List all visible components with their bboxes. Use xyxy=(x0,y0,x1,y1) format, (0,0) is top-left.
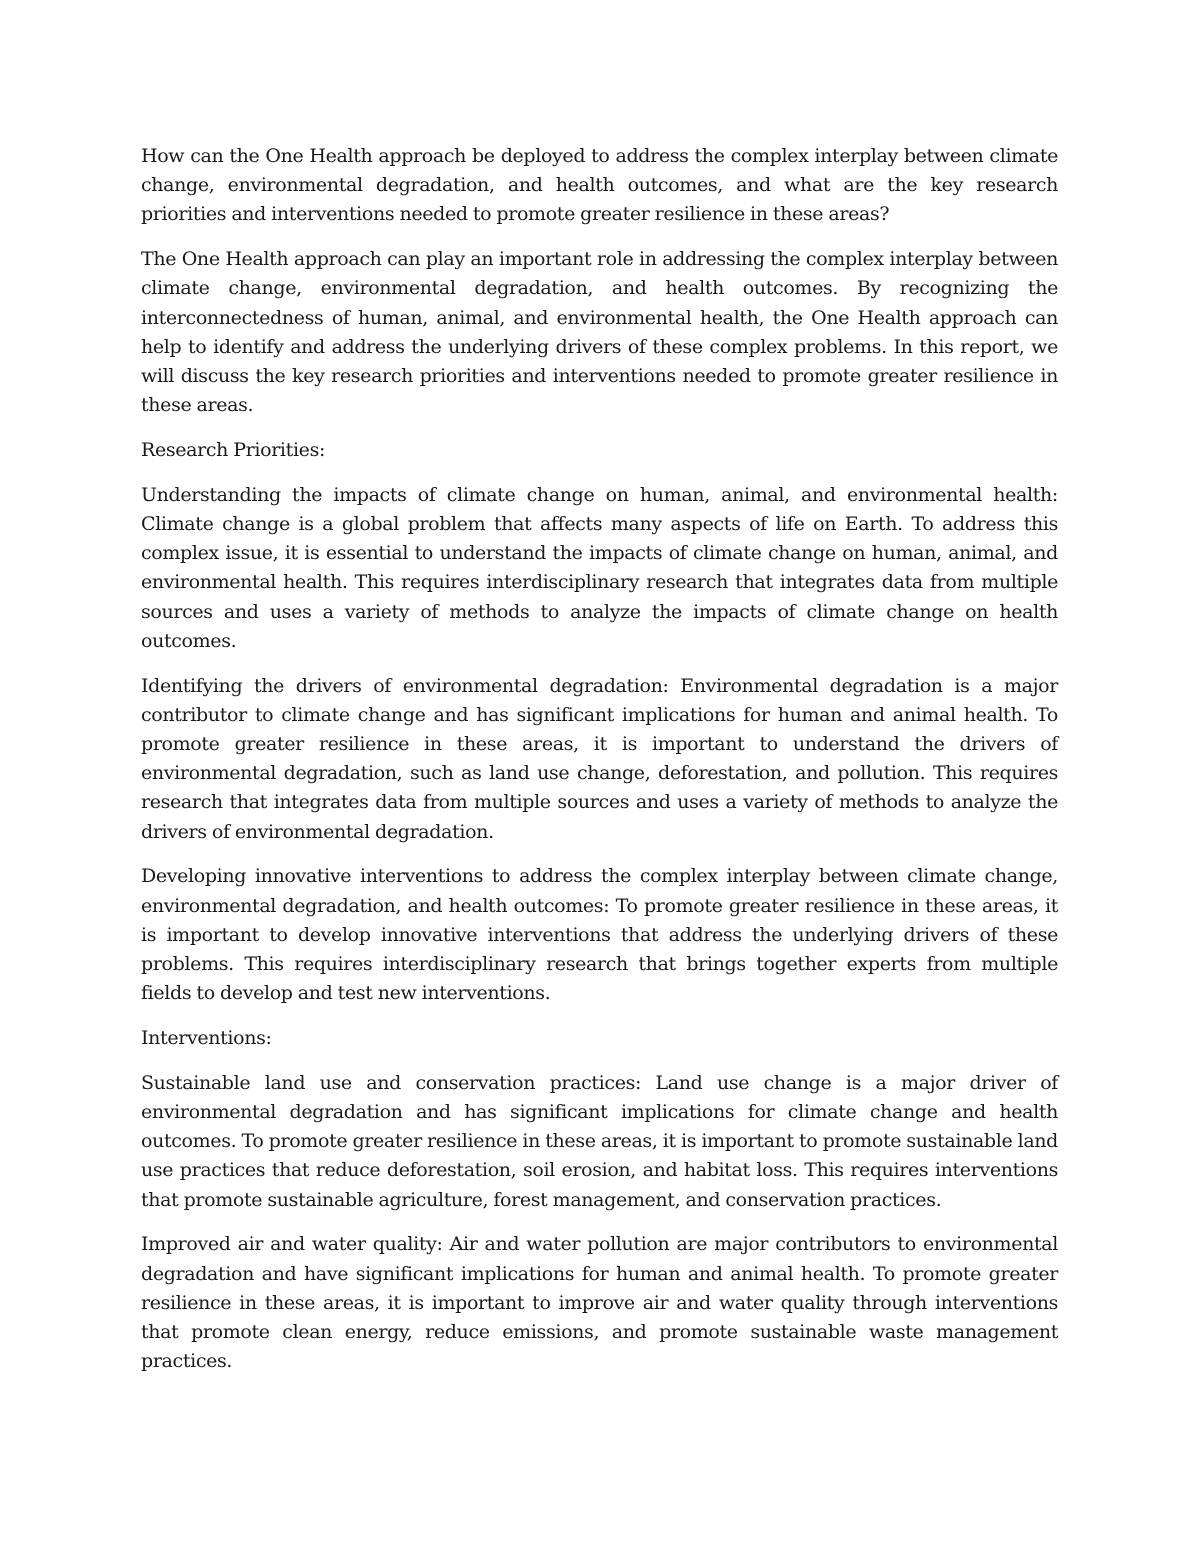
document-body xyxy=(141,142,1058,1392)
interventions-heading: Interventions: xyxy=(141,1027,272,1050)
research-item-climate-impacts: Understanding the impacts of climate change on human, animal, and environmental health: Climate change is a global problem that affects many aspects of life on Earth. To address this complex issue, it is essential to understand the impacts of climate change on human, animal, and environmental health. This requires interdisciplinary research that integrates data from multiple sources and uses a variety of methods to analyze the impacts of climate change on health outcomes. xyxy=(141,483,1058,652)
question-paragraph: How can the One Health approach be deployed to address the complex interplay between climate change, environmental degradation, and health outcomes, and what are the key research priorities and interventions needed to promote greater resilience in these areas? xyxy=(141,145,1058,226)
intervention-item-air-water: Improved air and water quality: Air and water pollution are major contributors to environmental degradation and have significant implications for human and animal health. To promote greater resilience in these areas, it is important to improve air and water quality through interventions that promote clean energy, reduce emissions, and promote sustainable waste management practices. xyxy=(141,1233,1058,1373)
research-priorities-heading: Research Priorities: xyxy=(141,439,326,462)
intervention-item-land-use: Sustainable land use and conservation practices: Land use change is a major driver of environmental degradation and has significant implications for climate change and health outcomes. To promote greater resilience in these areas, it is important to promote sustainable land use practices that reduce deforestation, soil erosion, and habitat loss. This requires interventions that promote sustainable agriculture, forest management, and conservation practices. xyxy=(141,1071,1058,1211)
intro-paragraph: The One Health approach can play an important role in addressing the complex interplay between climate change, environmental degradation, and health outcomes. By recognizing the interconnectedness of human, animal, and environmental health, the One Health approach can help to identify and address the underlying drivers of these complex problems. In this report, we will discuss the key research priorities and interventions needed to promote greater resilience in these areas. xyxy=(141,248,1058,417)
research-item-innovative-interventions: Developing innovative interventions to address the complex interplay between climate change, environmental degradation, and health outcomes: To promote greater resilience in these areas, it is important to develop innovative interventions that address the underlying drivers of these problems. This requires interdisciplinary research that brings together experts from multiple fields to develop and test new interventions. xyxy=(141,865,1058,1005)
research-item-degradation-drivers: Identifying the drivers of environmental degradation: Environmental degradation is a major contributor to climate change and has significant implications for human and animal health. To promote greater resilience in these areas, it is important to understand the drivers of environmental degradation, such as land use change, deforestation, and pollution. This requires research that integrates data from multiple sources and uses a variety of methods to analyze the drivers of environmental degradation. xyxy=(141,674,1058,843)
